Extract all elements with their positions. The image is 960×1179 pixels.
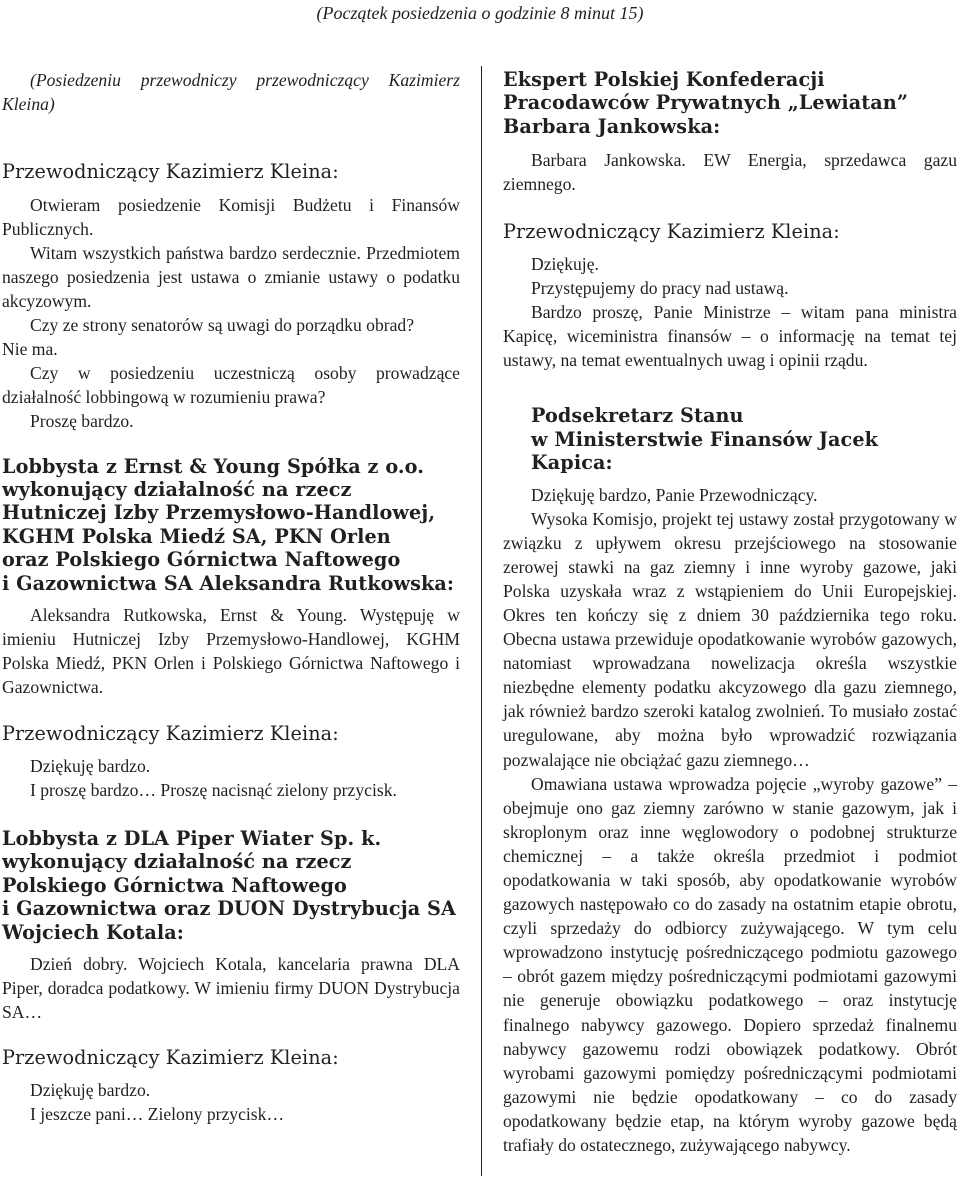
column-divider xyxy=(481,66,482,1176)
session-start-note: (Początek posiedzenia o godzinie 8 minut 15) xyxy=(316,3,644,23)
paragraph: Omawiana ustawa wprowadza pojęcie „wyroby gazowe” – obejmuje ono gaz ziemny zarówno w stanie gazowym, jak i skroplonym oraz inne węglowodory o podobnej strukturze chemicznej – a także określa przedmiot i podmiot opodatkowania w taki sposób, aby opodatkowanie wyrobów gazowych następowało co do zasady na ostatnim etapie obrotu, czyli sprzedaży do odbiorcy zużywającego. W tym celu wprowadzono instytucję pośredniczącego podmiotu gazowego – obrót gazem między pośredniczącymi podmiotami gazowymi nie generuje obowiązku podatkowego – oraz instytucję finalnego nabywcy gazowego. Dopiero sprzedaż finalnemu nabywcy gazowemu rodzi obowiązek podatkowy. Obrót wyrobami gazowymi pomiędzy pośredniczącymi podmiotami gazowymi nie będzie opodatkowany – co do zasady opodatkowany będzie etap, na którym wyroby gazowe będą trafiały do ostatecznego, zużywającego nabywcy. xyxy=(503,773,957,1156)
paragraph: Przystępujemy do pracy nad ustawą. xyxy=(531,277,789,298)
paragraph: Dzień dobry. Wojciech Kotala, kancelaria prawna DLA Piper, doradca podatkowy. W imieniu firmy DUON Dystrybucja SA… xyxy=(2,953,460,1023)
paragraph: Bardzo proszę, Panie Ministrze – witam pana ministra Kapicę, wiceministra finansów – o informację na temat tej ustawy, na temat ewentualnych uwag i opinii rządu. xyxy=(503,302,957,371)
speaker-heading-lobbyist-ernst-young: Lobbysta z Ernst & Young Spółka z o.o. wykonujący działalność na rzecz Hutniczej Izby Przemysłowo-Handlowej, KGHM Polska Miedź SA, PKN Orlen oraz Polskiego Górnictwa Naftowego i Gazownictwa SA Aleksandra Rutkowska: xyxy=(2,454,455,595)
paragraph: Witam wszystkich państwa bardzo serdecznie. Przedmiotem naszego posiedzenia jest ustawa o zmianie ustawy o podatku akcyzowym. xyxy=(2,242,460,311)
paragraph: Proszę bardzo. xyxy=(30,411,134,432)
paragraph: Barbara Jankowska. EW Energia, sprzedawca gazu ziemnego. xyxy=(503,150,957,195)
paragraph: Czy w posiedzeniu uczestniczą osoby prowadzące działalność lobbingową w rozumieniu prawa? xyxy=(2,363,460,408)
paragraph: Nie ma. xyxy=(2,339,58,360)
left-column xyxy=(2,68,460,1126)
speaker-heading-chair-4: Przewodniczący Kazimierz Kleina: xyxy=(503,220,840,244)
paragraph: Dziękuję bardzo, Panie Przewodniczący. xyxy=(531,484,818,505)
speaker-heading-lobbyist-dla-piper: Lobbysta z DLA Piper Wiater Sp. k. wykonujący działalność na rzecz Polskiego Górnictwa Naftowego i Gazownictwa oraz DUON Dystrybucja SA Wojciech Kotala: xyxy=(2,826,456,944)
paragraph: I jeszcze pani… Zielony przycisk… xyxy=(30,1103,285,1124)
paragraph: Dziękuję bardzo. xyxy=(30,1079,151,1100)
paragraph: Czy ze strony senatorów są uwagi do porządku obrad? xyxy=(30,315,415,336)
paragraph: Dziękuję bardzo. xyxy=(30,755,151,776)
speaker-heading-chair-1: Przewodniczący Kazimierz Kleina: xyxy=(2,160,339,184)
paragraph: I proszę bardzo… Proszę nacisnąć zielony przycisk. xyxy=(30,779,397,800)
chair-note: (Posiedzeniu przewodniczy przewodniczący Kazimierz Kleina) xyxy=(2,70,460,115)
paragraph: Aleksandra Rutkowska, Ernst & Young. Występuję w imieniu Hutniczej Izby Przemysłowo-Handlowej, KGHM Polska Miedź, PKN Orlen i Polskiego Górnictwa Naftowego i Gazownictwa. xyxy=(2,604,460,698)
right-column xyxy=(503,68,957,1157)
paragraph: Otwieram posiedzenie Komisji Budżetu i Finansów Publicznych. xyxy=(2,194,460,239)
paragraph: Wysoka Komisjo, projekt tej ustawy został przygotowany w związku z upływem okresu przejściowego na stosowanie zerowej stawki na gaz ziemny i inne wyroby gazowe, jaki Polska uzyskała wraz z wstąpieniem do Unii Europejskiej. Okres ten kończy się z dniem 30 października tego roku. Obecna ustawa przewiduje opodatkowanie wyrobów gazowych, natomiast wprowadzana nowelizacja określa wszystkie niezbędne elementy podatku akcyzowego dla gazu ziemnego, jak również bardzo szeroki katalog zwolnień. To musiało zostać uregulowane, aby można było wprowadzić rozwiązania pozwalające nie obciążać gazu ziemnego… xyxy=(503,508,957,770)
speaker-heading-undersecretary: Podsekretarz Stanu w Ministerstwie Finansów Jacek Kapica: xyxy=(531,404,879,475)
speaker-heading-chair-2: Przewodniczący Kazimierz Kleina: xyxy=(2,722,339,746)
paragraph: Dziękuję. xyxy=(531,253,599,274)
speaker-heading-chair-3: Przewodniczący Kazimierz Kleina: xyxy=(2,1046,339,1070)
speaker-heading-expert-lewiatan: Ekspert Polskiej Konfederacji Pracodawców Prywatnych „Lewiatan” Barbara Jankowska: xyxy=(503,68,908,138)
